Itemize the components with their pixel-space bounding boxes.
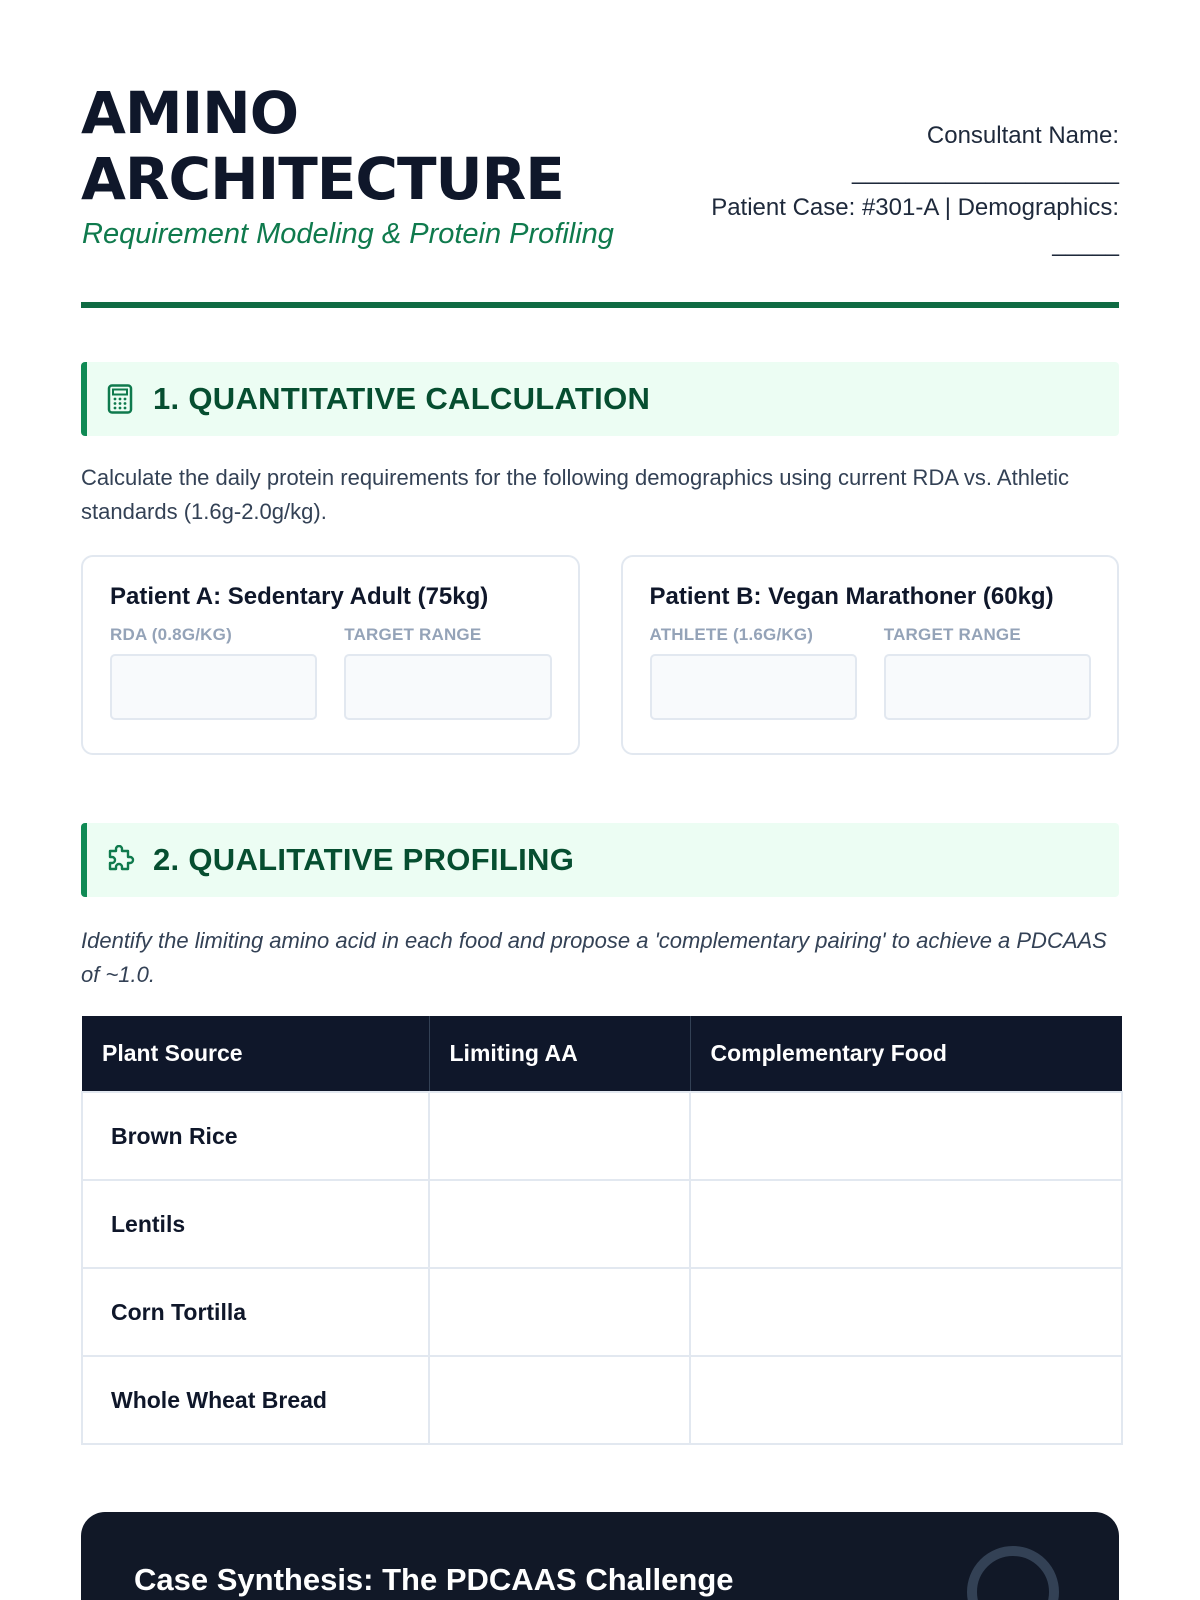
complementary-food-cell[interactable] (690, 1356, 1122, 1444)
case-synthesis-panel (81, 1512, 1119, 1600)
section-qualitative-header (81, 823, 1119, 897)
plant-source-cell: Corn Tortilla (82, 1268, 429, 1356)
patient-b-card (621, 555, 1120, 755)
patient-b-target-input[interactable] (884, 654, 1091, 720)
limiting-aa-cell[interactable] (429, 1268, 690, 1356)
patient-a-target-label: TARGET RANGE (344, 625, 482, 644)
patient-b-athlete-label: ATHLETE (1.6G/KG) (649, 625, 814, 644)
limiting-aa-cell[interactable] (429, 1356, 690, 1444)
consultant-name-blank[interactable]: ____________________ (852, 158, 1119, 185)
patient-a-rda-input[interactable] (110, 654, 317, 720)
section-quantitative-header (81, 362, 1119, 436)
section-qualitative-intro: Identify the limiting amino acid in each food and propose a 'complementary pairing' to achieve a PDCAAS of ~1.0. (81, 928, 1107, 987)
limiting-aa-cell[interactable] (429, 1092, 690, 1180)
column-header: Complementary Food (690, 1016, 1122, 1092)
page-subtitle: Requirement Modeling & Protein Profiling (82, 218, 614, 250)
protein-profile-table (81, 1016, 1123, 1445)
complementary-food-cell[interactable] (690, 1092, 1122, 1180)
case-synthesis-title: Case Synthesis: The PDCAAS Challenge (134, 1562, 734, 1597)
title-line-2: ARCHITECTURE (81, 145, 564, 213)
patient-case-line: Patient Case: #301-A | Demographics: (711, 194, 1119, 221)
puzzle-piece-icon (105, 845, 135, 875)
header-meta (679, 118, 1119, 262)
plant-source-cell: Whole Wheat Bread (82, 1356, 429, 1444)
column-header: Limiting AA (429, 1016, 690, 1092)
patient-cards (81, 555, 1119, 755)
limiting-aa-cell[interactable] (429, 1180, 690, 1268)
complementary-food-cell[interactable] (690, 1268, 1122, 1356)
title-line-1: AMINO (81, 79, 299, 147)
patient-b-athlete-input[interactable] (650, 654, 857, 720)
section-quantitative-title: 1. QUANTITATIVE CALCULATION (153, 381, 651, 416)
plant-source-cell: Lentils (82, 1180, 429, 1268)
demographics-blank[interactable]: _____ (1052, 230, 1119, 257)
table-header-row (82, 1016, 1122, 1092)
patient-a-title: Patient A: Sedentary Adult (75kg) (110, 583, 489, 610)
section-qualitative-title: 2. QUALITATIVE PROFILING (153, 842, 575, 877)
patient-a-target-input[interactable] (344, 654, 551, 720)
page-title (81, 80, 641, 212)
table-row (82, 1092, 1122, 1180)
section-quantitative-intro: Calculate the daily protein requirements for the following demographics using current RDA vs. Athletic standards (1.6g-2.0g/kg). (81, 465, 1070, 524)
plant-source-cell: Brown Rice (82, 1092, 429, 1180)
column-header: Plant Source (82, 1016, 429, 1092)
worksheet-header (81, 80, 1119, 308)
patient-b-target-label: TARGET RANGE (883, 625, 1021, 644)
patient-a-rda-label: RDA (0.8G/KG) (110, 625, 232, 644)
decorative-ring-icon (967, 1546, 1059, 1600)
patient-a-card (81, 555, 580, 755)
table-row (82, 1180, 1122, 1268)
patient-b-title: Patient B: Vegan Marathoner (60kg) (649, 583, 1054, 610)
complementary-food-cell[interactable] (690, 1180, 1122, 1268)
calculator-icon (105, 384, 135, 414)
table-row (82, 1356, 1122, 1444)
consultant-label: Consultant Name: (926, 122, 1119, 149)
table-row (82, 1268, 1122, 1356)
